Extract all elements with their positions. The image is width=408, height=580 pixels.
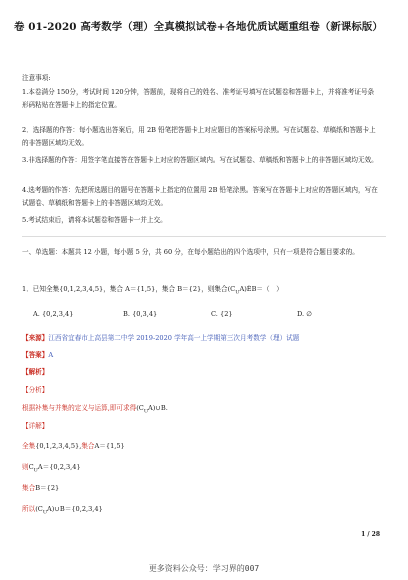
section-intro: 一、单选题：本题共 12 小题，每小题 5 分，共 60 分，在每小题给出的四个选项中，只有一项是符合题目要求的。 (22, 248, 359, 256)
solution-step-3 (22, 482, 59, 495)
option-b-label: B. (123, 310, 130, 318)
option-b-value: {0,3,4} (132, 310, 158, 318)
step-2-subscript: U (33, 467, 38, 474)
option-c (211, 310, 233, 318)
step-1-prefix: 全集 (22, 442, 36, 450)
answer-value: A (48, 351, 54, 359)
fenxi-text: 根据补集与并集的定义与运算,即可求得 (22, 404, 137, 412)
step-1-mid: 集合 (81, 442, 95, 450)
step-4-prefix: 所以 (22, 505, 36, 513)
solution-step-2 (22, 461, 81, 477)
step-1-math: {0,1,2,3,4,5}, (35, 442, 82, 450)
source-text: 江西省宜春市上高县第二中学 2019-2020 学年高一上学期第三次月考数学（理）试题 (48, 334, 300, 342)
step-3-math: B＝{2} (35, 484, 60, 492)
document-title: 卷 01-2020 高考数学（理）全真模拟试卷+各地优质试题重组卷（新课标版） (14, 21, 383, 33)
question-stem-tail: A)ÈB＝（ ） (239, 285, 283, 293)
option-c-value: {2} (220, 310, 233, 318)
source-line (22, 332, 299, 345)
option-d (297, 310, 312, 318)
option-b (123, 310, 157, 318)
option-a-value: {0,2,3,4} (41, 310, 74, 318)
option-c-label: C. (211, 310, 218, 318)
answer-line (22, 349, 53, 362)
fenxi-math-subscript: U (143, 408, 149, 415)
step-4-subscript: U (42, 509, 48, 516)
question-stem-text: 1．已知全集{0,1,2,3,4,5}，集合 A＝{1,5}，集合 B＝{2}，则集合(C (22, 285, 236, 293)
notice-item-3: 3.非选择题的作答：用签字笔直接答在答题卡上对应的答题区域内。写在试题卷、草稿纸和答题卡上的非答题区域均无效。 (22, 156, 378, 164)
question-stem-subscript: U (235, 289, 240, 296)
notice-item-4: 4.选考题的作答：先把所选题目的题号在答题卡上指定的位置用 2B 铅笔涂黑。答案写在答题卡上对应的答题区域内，写在试题卷、草稿纸和答题卡上的非答题区域均无效。 (22, 186, 378, 207)
section-divider (22, 236, 386, 237)
notice-item-5: 5.考试结束后，请将本试题卷和答题卡一并上交。 (22, 216, 167, 224)
step-1-math2: A＝{1,5} (94, 442, 125, 450)
option-a-label: A. (33, 310, 40, 318)
question-1-stem (22, 283, 283, 299)
option-a (33, 310, 73, 318)
fenxi-math-tail: A)∪B. (148, 404, 168, 412)
footer-note: 更多资料公众号：学习界的007 (148, 564, 260, 573)
step-2-prefix: 则 (22, 463, 29, 471)
fenxi-math: (C (136, 404, 144, 412)
step-4-math-tail: A)∪B＝{0,2,3,4} (47, 505, 103, 513)
solution-step-1 (22, 440, 125, 453)
notice-label: 注意事项: (22, 74, 51, 82)
option-d-label: D. (297, 310, 305, 318)
step-2-math: C (28, 463, 34, 471)
step-4-math: (C (35, 505, 43, 513)
fenxi-line (22, 402, 168, 418)
answer-label: 【答案】 (22, 351, 49, 359)
detail-label: 【详解】 (22, 422, 49, 430)
fenxi-label: 【分析】 (22, 386, 49, 394)
source-label: 【来源】 (22, 334, 49, 342)
step-2-math-tail: A＝{0,2,3,4} (37, 463, 81, 471)
notice-item-2: 2．选择题的作答：每小题选出答案后，用 2B 铅笔把答题卡上对应题目的答案标号涂黑。写在试题卷、草稿纸和答题卡上的非答题区域均无效。 (22, 126, 376, 147)
notice-item-1: 1.本卷满分 150分，考试时间 120分钟，答题前，现将自己的姓名、准考证号填写在试题卷和答题卡上，并将准考证号条形码粘贴在答题卡上的指定位置。 (22, 88, 375, 109)
option-d-value: ∅ (306, 310, 313, 318)
page-number: 1 / 28 (361, 531, 380, 538)
step-3-prefix: 集合 (22, 484, 36, 492)
analysis-label: 【解析】 (22, 368, 49, 376)
solution-step-4 (22, 503, 103, 519)
